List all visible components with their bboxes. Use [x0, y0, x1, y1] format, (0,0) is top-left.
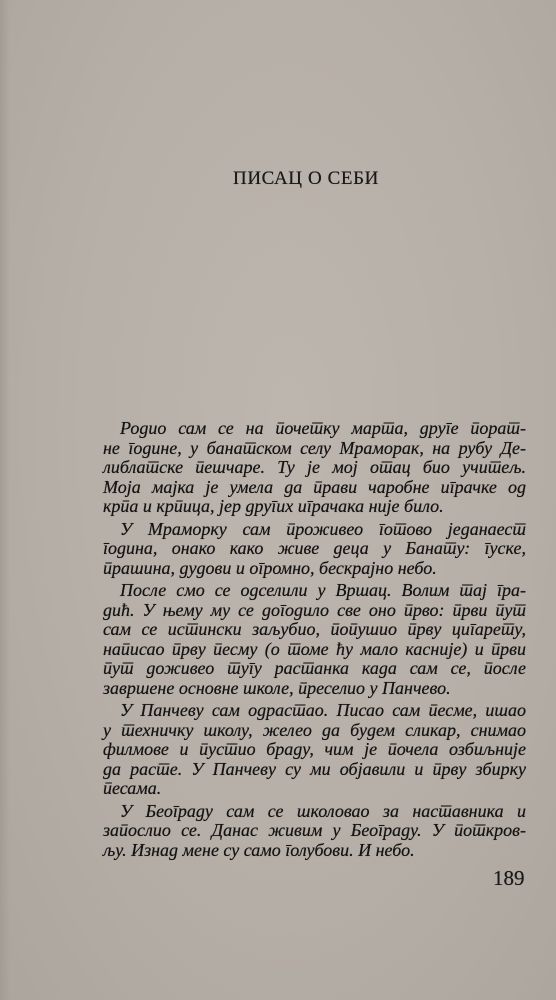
text-line: година, онако како живе деца у Банату: гуске,	[103, 538, 526, 558]
text-line: либлатске пешчаре. Ту је мој отац био учитељ.	[103, 457, 526, 477]
text-line: да расте. У Панчеву су ми објавили и прву збирку	[103, 758, 526, 779]
paragraph	[103, 701, 526, 799]
chapter-title: ПИСАЦ О СЕБИ	[233, 168, 379, 189]
text-line: Родио сам се на почетку марта, друге порат-	[120, 418, 526, 438]
text-line: написао прву песму (о томе ћу мало касније) и први	[103, 638, 526, 659]
text-line: не године, у банатском селу Мраморак, на рубу Де-	[103, 437, 526, 458]
text-line: песама.	[103, 778, 162, 798]
text-line: Моја мајка је умела да прави чаробне играчке од	[103, 476, 526, 497]
text-line: завршене основне школе, преселио у Панчево.	[103, 677, 451, 698]
body-text	[103, 419, 526, 863]
text-line: У Београду сам се школовао за наставника и	[120, 800, 526, 821]
text-line: у техничку школу, желео да будем сликар, снимао	[103, 719, 526, 740]
text-line: У Мраморку сам проживео готово једанаест	[120, 518, 526, 539]
text-line: У Панчеву сам одрастао. Писао сам песме, ишао	[120, 700, 526, 720]
text-line: После смо се одселили у Вршац. Волим тај гра-	[120, 580, 526, 600]
page-edge-shadow	[0, 0, 10, 1000]
text-line: филмове и пустио браду, чим је почела озбиљније	[103, 739, 526, 759]
text-line: крпа и крпица, јер других играчака није било.	[103, 496, 444, 516]
paragraph	[103, 581, 526, 698]
paragraph	[103, 520, 526, 579]
text-line: љу. Изнад мене су само голубови. И небо.	[103, 839, 415, 860]
text-line: сам се истински заљубио, попушио прву цигарету,	[103, 619, 526, 639]
paragraph	[103, 419, 526, 517]
text-line: запослио се. Данас живим у Београду. У поткров-	[103, 820, 526, 840]
text-line: дић. У њему му се догодило све оно прво: први пут	[103, 599, 526, 620]
text-line: пут доживео тугу растанка када сам се, после	[103, 658, 526, 678]
page-number: 189	[493, 866, 525, 890]
paragraph	[103, 802, 526, 861]
text-line: прашина, дудови и огромно, бескрајно небо.	[103, 557, 437, 578]
